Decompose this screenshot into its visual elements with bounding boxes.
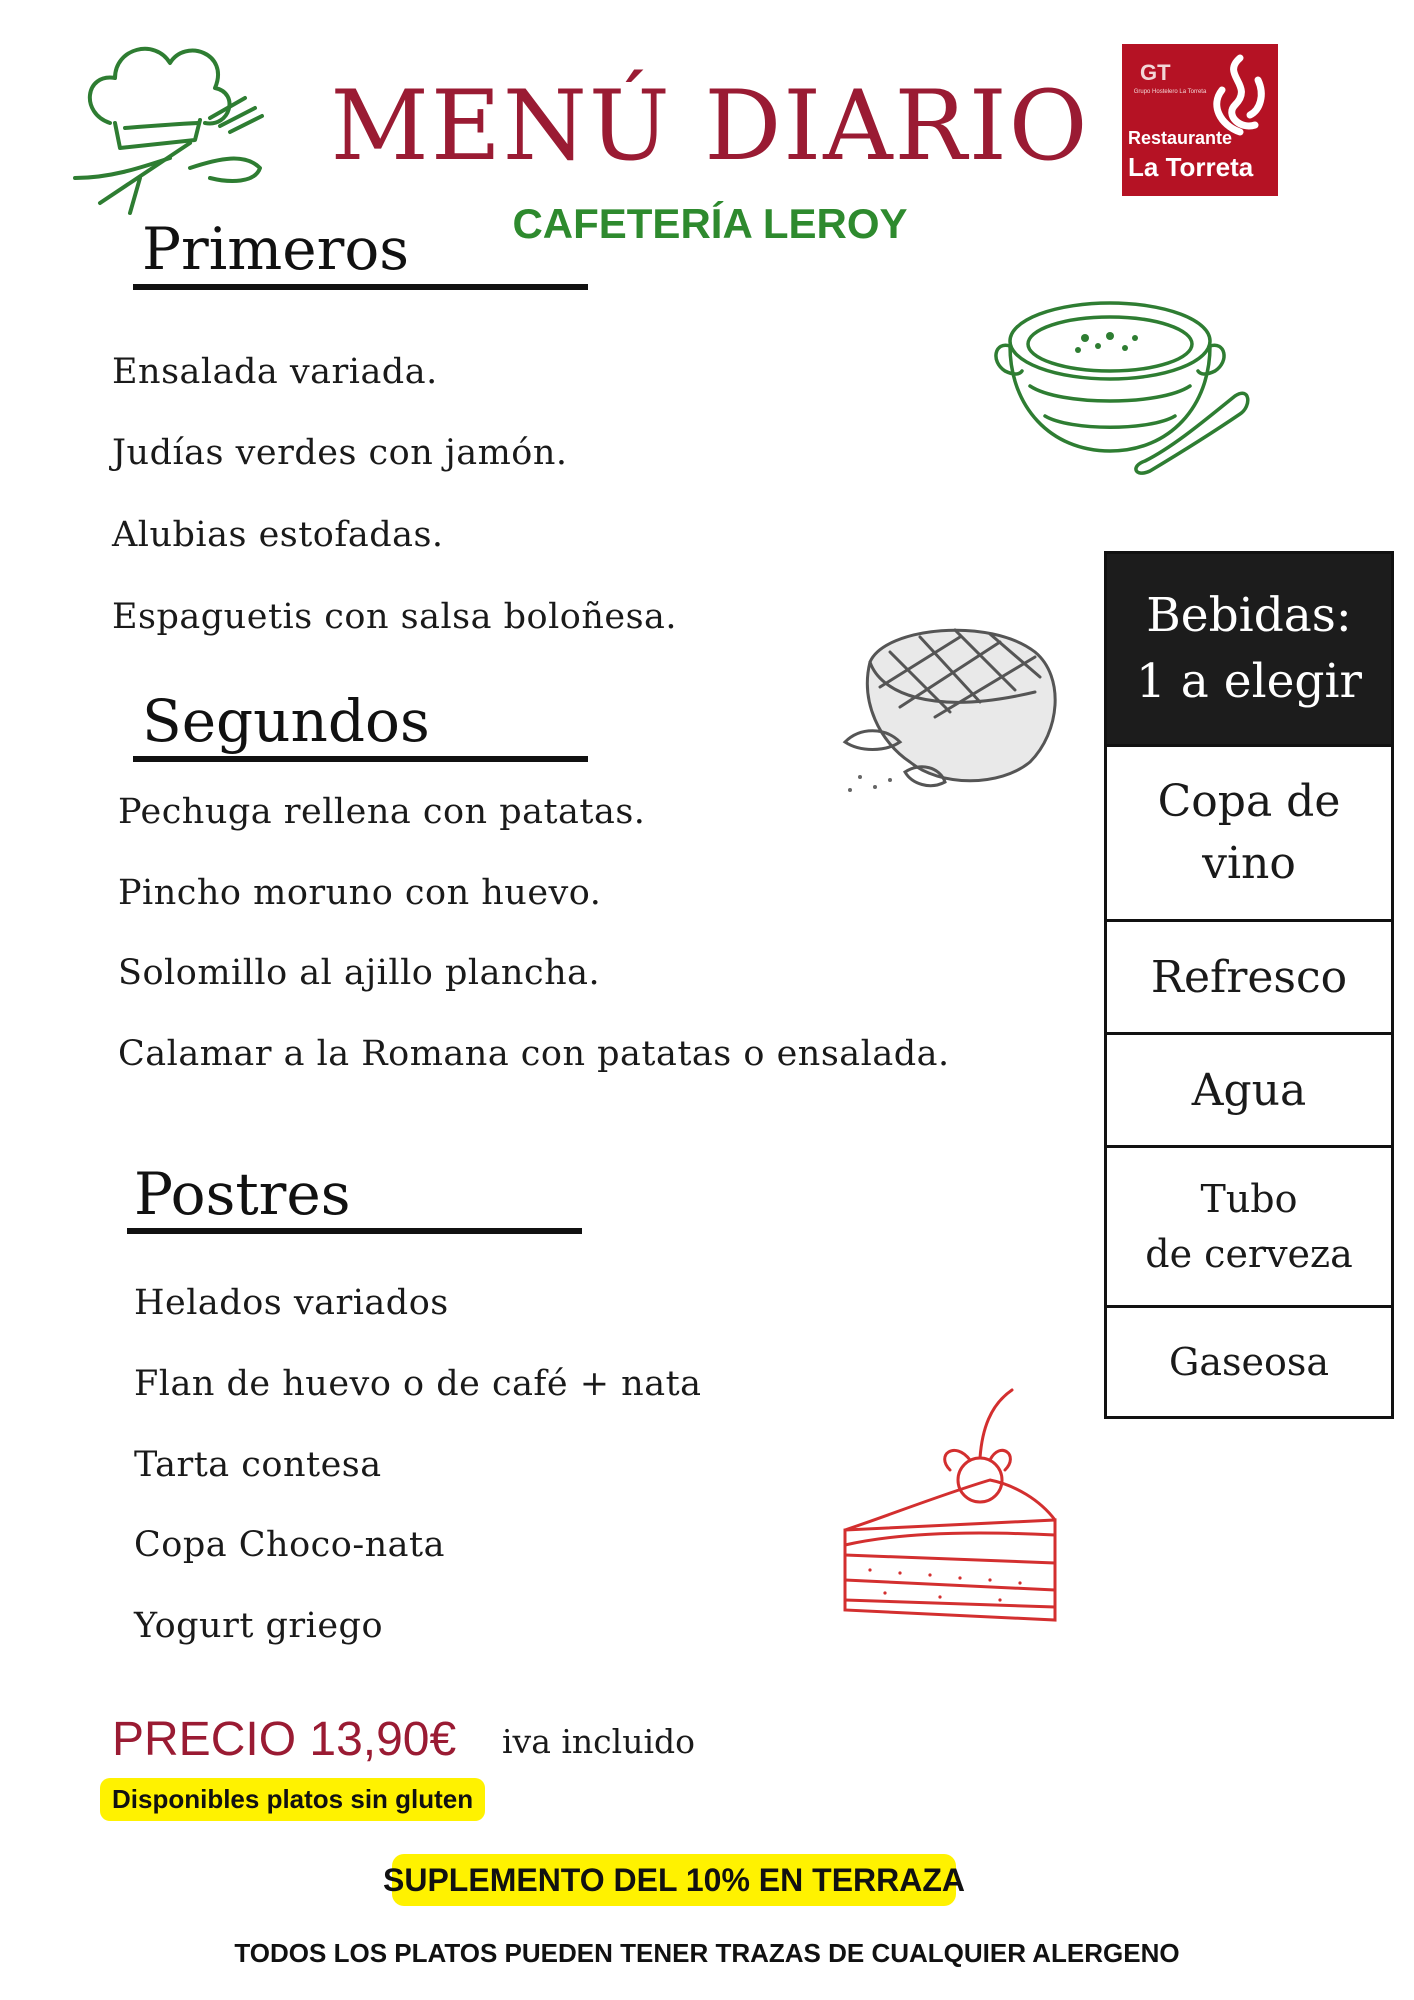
primeros-heading: Primeros [142, 215, 410, 283]
bebida-label-line1: Copa de [1157, 776, 1341, 827]
bebida-option [1107, 1145, 1391, 1305]
bebida-option [1107, 744, 1391, 919]
menu-title: MENÚ DIARIO [330, 70, 1090, 182]
bebidas-table [1104, 551, 1394, 1419]
bebida-option [1107, 1305, 1391, 1416]
primeros-item: Espaguetis con salsa boloñesa. [112, 597, 678, 637]
primeros-item: Judías verdes con jamón. [112, 433, 568, 473]
flame-icon [1200, 50, 1270, 140]
bebida-option [1107, 919, 1391, 1032]
bebida-option [1107, 1032, 1391, 1145]
bebida-label-line2: de cerveza [1145, 1231, 1353, 1276]
terrace-surcharge-banner: SUPLEMENTO DEL 10% EN TERRAZA [392, 1854, 956, 1906]
steak-icon [830, 612, 1080, 802]
segundos-item: Calamar a la Romana con patatas o ensalada. [118, 1034, 950, 1074]
bebida-label-line1: Tubo [1200, 1176, 1298, 1221]
postres-item: Tarta contesa [134, 1445, 382, 1485]
primeros-rule [133, 284, 588, 290]
segundos-item: Pechuga rellena con patatas. [118, 792, 646, 832]
postres-heading: Postres [134, 1160, 351, 1228]
bebida-label: Agua [1191, 1064, 1307, 1116]
segundos-rule [133, 756, 588, 762]
postres-rule [127, 1228, 582, 1234]
bebida-label: Refresco [1150, 951, 1348, 1003]
segundos-item: Solomillo al ajillo plancha. [118, 953, 601, 993]
cafeteria-name: CAFETERÍA LEROY [512, 200, 908, 247]
allergen-notice: TODOS LOS PLATOS PUEDEN TENER TRAZAS DE CUALQUIER ALERGENO [234, 1938, 1180, 1968]
primeros-item: Alubias estofadas. [112, 515, 444, 555]
logo-group-text: Grupo Hostelero La Torreta [1133, 89, 1207, 95]
postres-item: Copa Choco-nata [134, 1525, 445, 1565]
price: PRECIO 13,90€ [112, 1713, 457, 1766]
chef-hat-cutlery-icon [70, 28, 270, 218]
logo-line1: Restaurante [1128, 128, 1233, 148]
logo-line2: La Torreta [1128, 152, 1254, 182]
logo-mark: GT [1140, 60, 1171, 85]
bebida-label: Gaseosa [1168, 1340, 1330, 1384]
postres-item: Yogurt griego [134, 1606, 384, 1646]
cake-slice-icon [830, 1385, 1075, 1630]
bebida-label-line2: vino [1202, 838, 1296, 889]
postres-item: Helados variados [134, 1283, 449, 1323]
postres-item: Flan de huevo o de café + nata [134, 1364, 702, 1404]
bebidas-heading-line2: 1 a elegir [1135, 654, 1363, 709]
bebidas-heading-line1: Bebidas: [1146, 588, 1352, 643]
segundos-item: Pincho moruno con huevo. [118, 873, 602, 913]
segundos-heading: Segundos [142, 687, 430, 755]
restaurant-logo [1122, 44, 1278, 196]
iva-note: iva incluido [502, 1722, 696, 1761]
soup-bowl-icon [990, 286, 1255, 496]
gluten-free-badge: Disponibles platos sin gluten [100, 1778, 485, 1821]
bebidas-heading [1107, 554, 1391, 744]
primeros-item: Ensalada variada. [112, 352, 438, 392]
